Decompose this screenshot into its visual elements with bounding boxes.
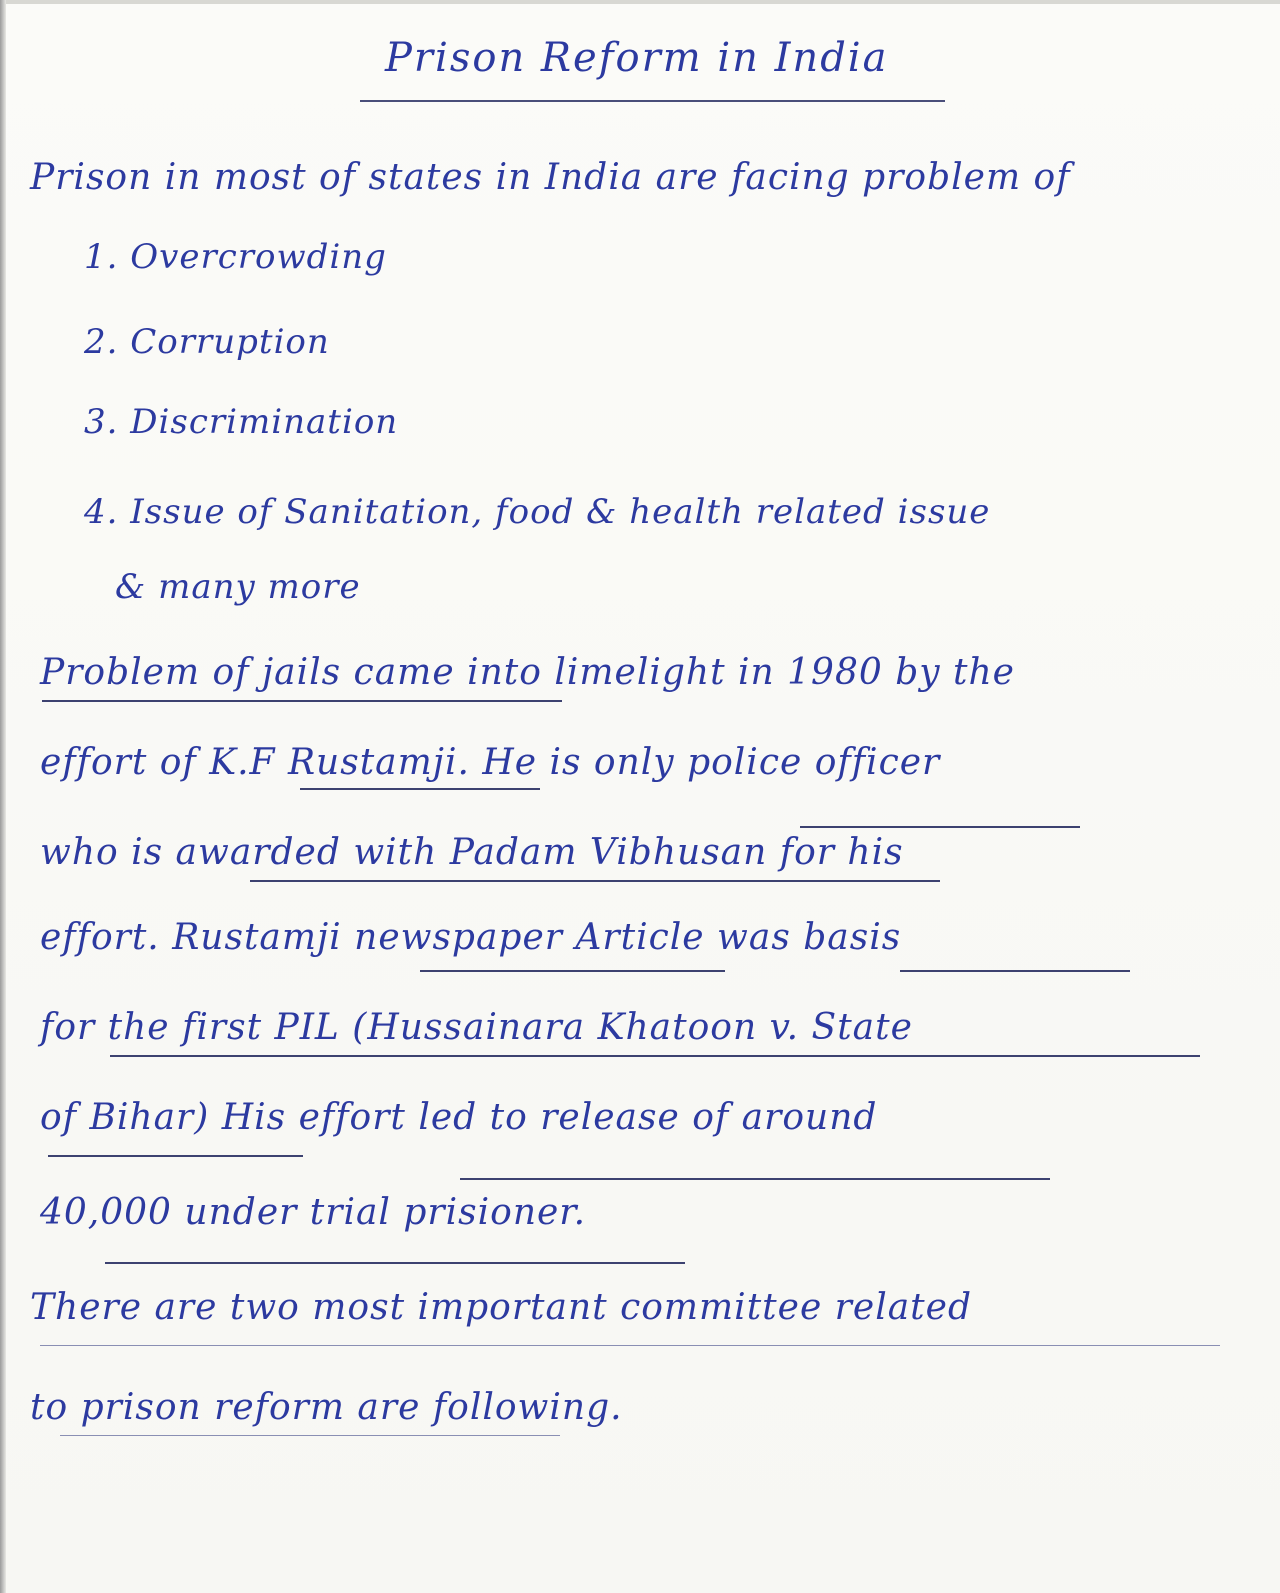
underline-mark <box>40 1345 1220 1346</box>
problem-item: 1. Overcrowding <box>84 237 387 277</box>
page-title: Prison Reform in India <box>385 35 889 81</box>
underline-mark <box>110 1055 1200 1057</box>
paragraph-line: Problem of jails came into limelight in 1980 by the <box>40 652 1015 693</box>
page-left-edge <box>0 0 6 1593</box>
paragraph-line: of Bihar) His effort led to release of around <box>40 1097 878 1138</box>
underline-mark <box>460 1178 1050 1180</box>
closing-line: to prison reform are following. <box>30 1387 623 1428</box>
problem-item: 4. Issue of Sanitation, food & health related issue <box>84 492 991 532</box>
paragraph-line: who is awarded with Padam Vibhusan for his <box>40 832 904 873</box>
paragraph-line: for the first PIL (Hussainara Khatoon v. State <box>40 1007 913 1048</box>
underline-mark <box>900 970 1130 972</box>
paragraph-line: 40,000 under trial prisioner. <box>40 1192 587 1233</box>
problem-item: 2. Corruption <box>84 322 330 362</box>
underline-mark <box>800 826 1080 828</box>
paragraph-line: effort. Rustamji newspaper Article was basis <box>40 917 902 958</box>
page-top-edge <box>0 0 1280 4</box>
problem-item: 3. Discrimination <box>84 402 399 442</box>
underline-mark <box>105 1262 685 1264</box>
title-underline <box>360 100 945 102</box>
underline-mark <box>48 1155 303 1157</box>
underline-mark <box>60 1435 560 1436</box>
underline-mark <box>420 970 725 972</box>
underline-mark <box>300 788 540 790</box>
intro-text: Prison in most of states in India are facing problem of <box>30 157 1071 198</box>
underline-mark <box>42 700 562 702</box>
problem-continued: & many more <box>115 567 361 607</box>
closing-line: There are two most important committee related <box>30 1287 972 1328</box>
underline-mark <box>250 880 940 882</box>
paragraph-line: effort of K.F Rustamji. He is only police officer <box>40 742 941 783</box>
